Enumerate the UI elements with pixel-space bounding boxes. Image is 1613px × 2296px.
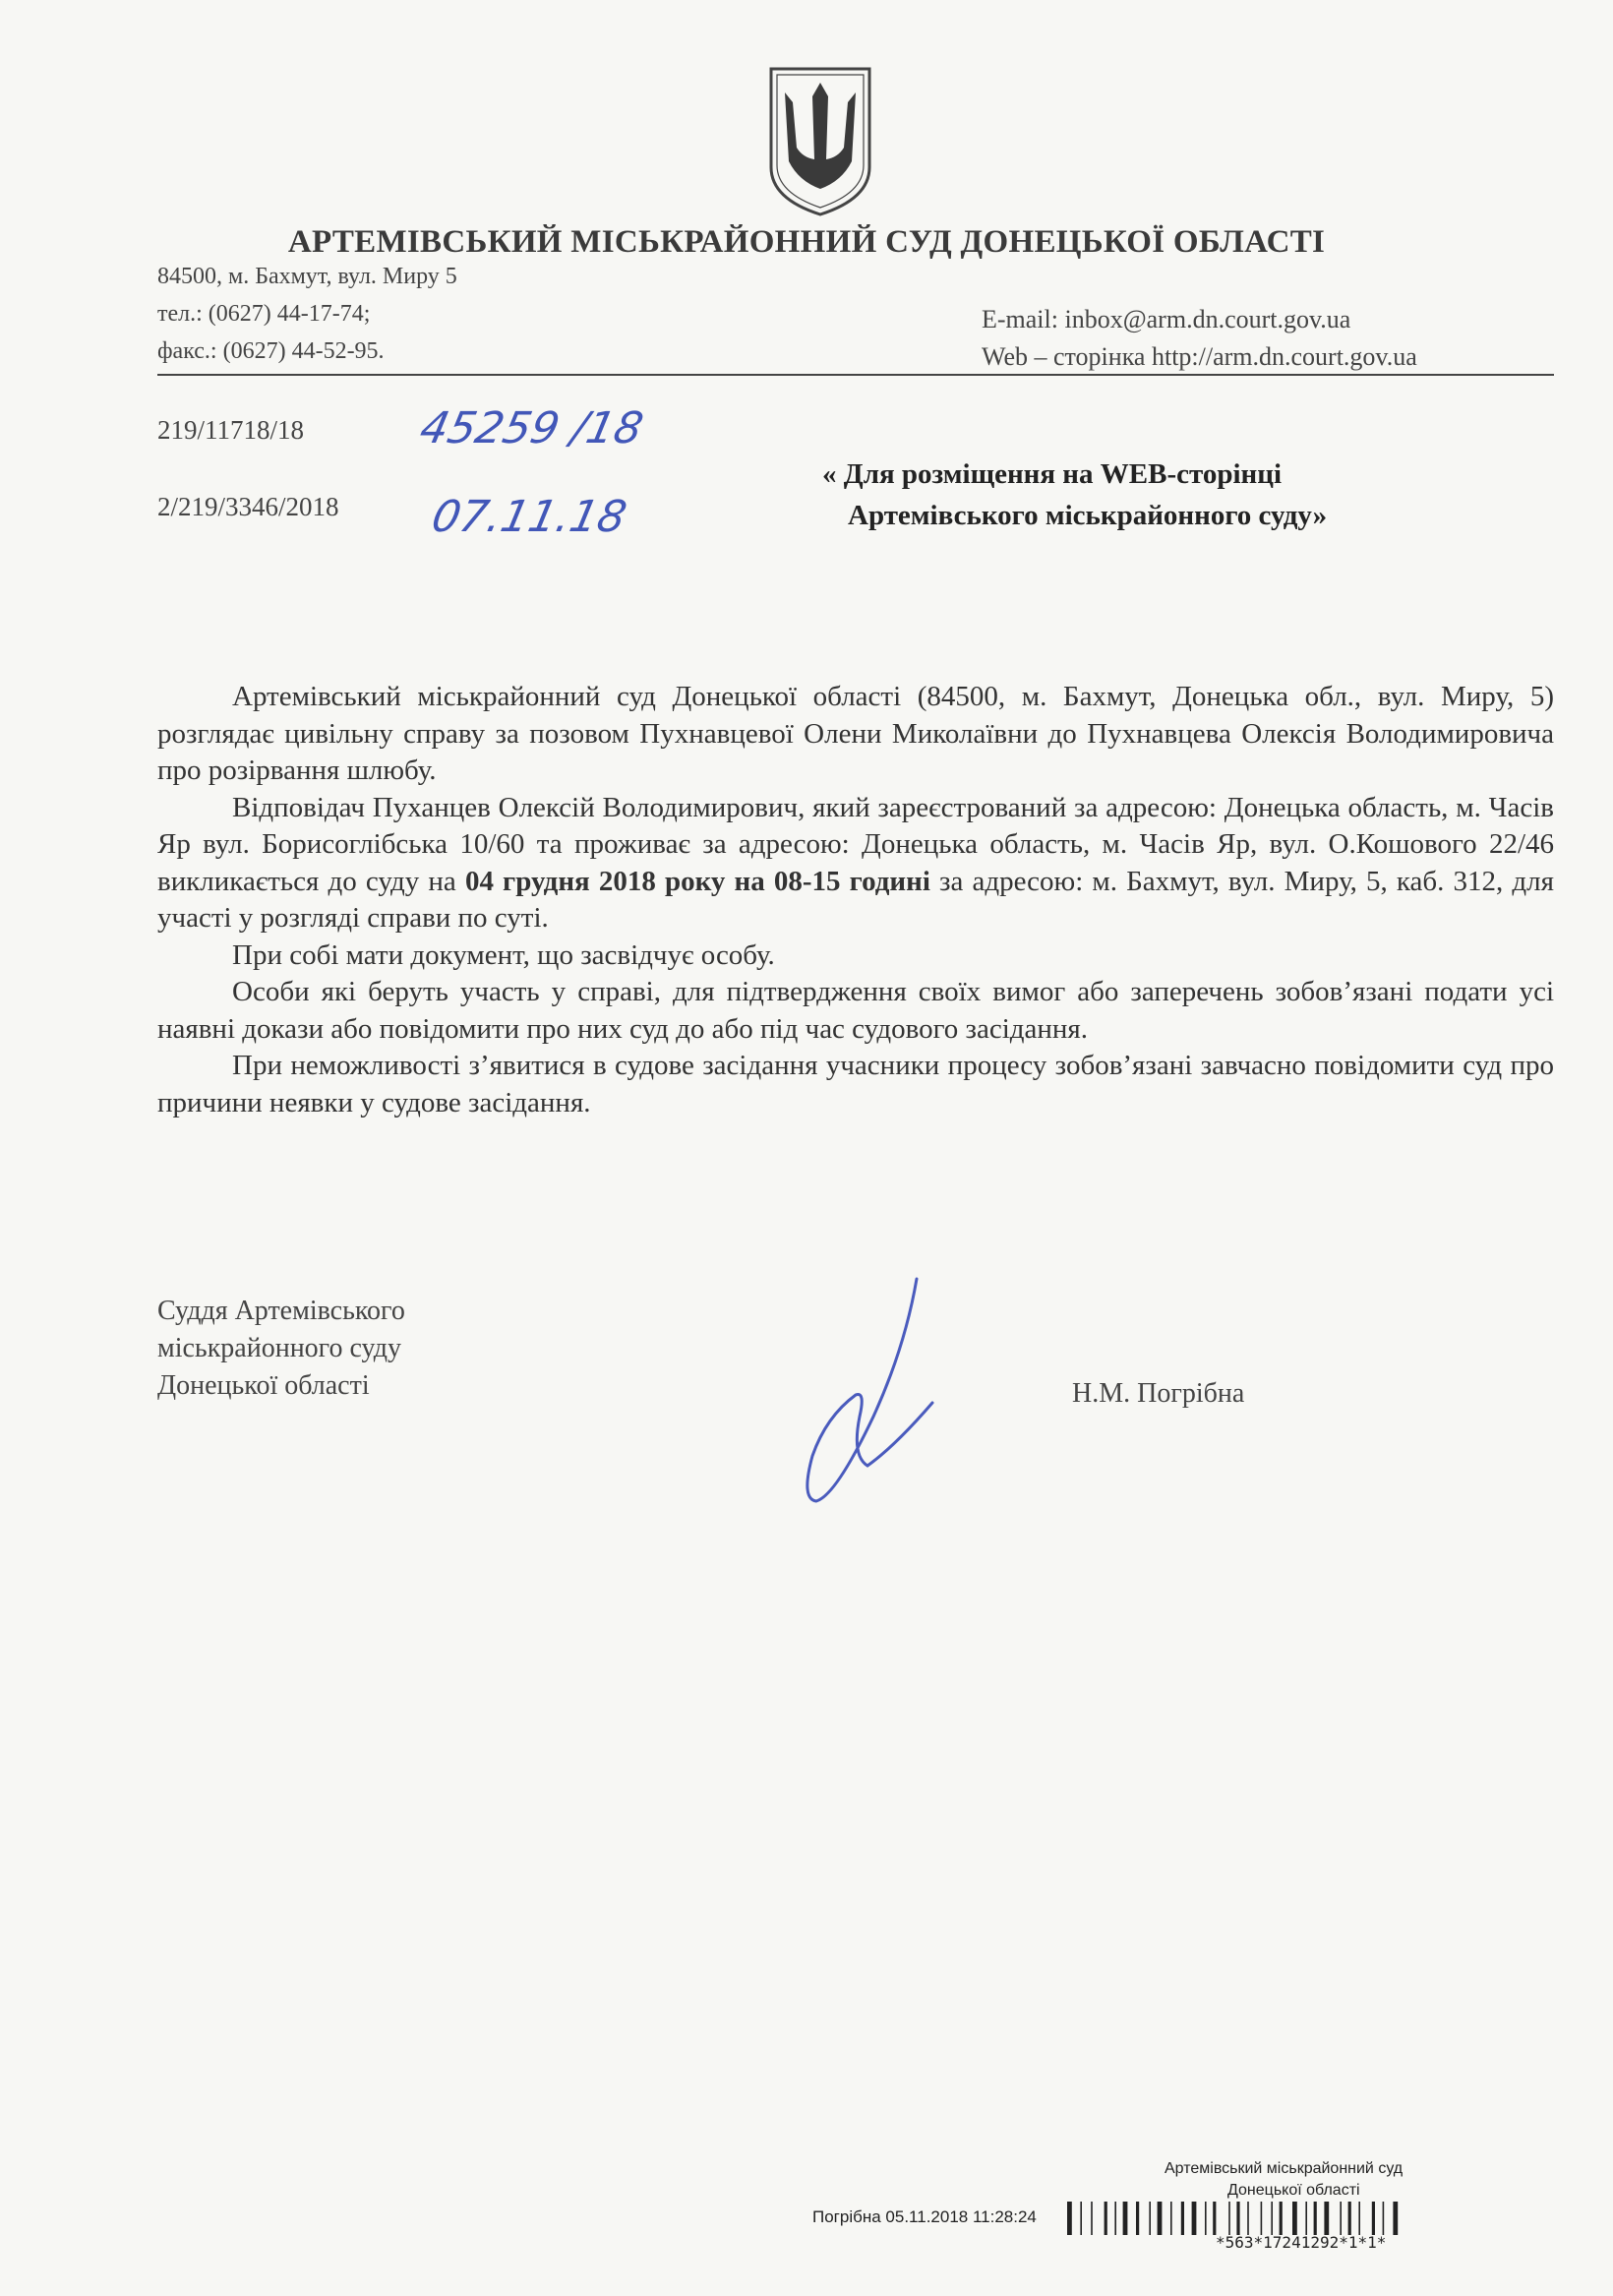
barcode-icon	[1067, 2202, 1549, 2235]
header-divider	[157, 374, 1554, 376]
e-signature-stamp: Погрібна 05.11.2018 11:28:24	[812, 2207, 1037, 2226]
court-website: Web – сторінка http://arm.dn.court.gov.ua	[982, 342, 1417, 371]
judge-title: Суддя Артемівського міськрайонного суду Донецької області	[157, 1296, 405, 1401]
summons-body	[157, 679, 1554, 1121]
judge-name: Н.М. Погрібна	[1072, 1378, 1245, 1409]
court-email: E-mail: inbox@arm.dn.court.gov.ua	[982, 305, 1351, 333]
handwritten-signature	[757, 1269, 954, 1525]
stamp-court-line-2: Донецької області	[1227, 2182, 1360, 2199]
court-phone: тел.: (0627) 44-17-74;	[157, 301, 371, 327]
stamp-court-line-1: Артемівський міськрайонний суд	[1165, 2160, 1404, 2177]
case-number: 219/11718/18	[157, 415, 305, 445]
trident-coat-of-arms-icon	[763, 63, 877, 218]
court-fax: факс.: (0627) 44-52-95.	[157, 338, 385, 364]
handwritten-outgoing-number: 45259 /18	[415, 403, 648, 453]
barcode-text: *563*17241292*1*1*	[1216, 2233, 1387, 2252]
court-name-heading: АРТЕМІВСЬКИЙ МІСЬКРАЙОННИЙ СУД ДОНЕЦЬКОЇ ОБЛАСТІ	[287, 224, 1326, 260]
proceeding-number: 2/219/3346/2018	[157, 492, 339, 521]
notice-line-2: Артемівського міськрайонного суду»	[848, 500, 1328, 531]
court-address: 84500, м. Бахмут, вул. Миру 5	[157, 264, 457, 289]
hearing-date: 04 грудня 2018 року на 08-15 годині	[464, 865, 930, 897]
handwritten-date: 07.11.18	[427, 492, 631, 542]
notice-line-1: « Для розміщення на WEB-сторінці	[822, 458, 1283, 490]
paragraph-absence-notice: При неможливості з’явитися в судове засідання учасники процесу зобов’язані завчасно повідомити суд про причини неявки у судове засідання.	[157, 1050, 1554, 1118]
paragraph-case-description: Артемівський міськрайонний суд Донецької області (84500, м. Бахмут, Донецька обл., вул. Миру, 5) розглядає цивільну справу за позовом Пухнавцевої Олени Миколаївни до Пухнавцева Олексія Володимировича про розірвання шлюбу.	[157, 681, 1554, 786]
paragraph-defendant-summons: Відповідач Пуханцев Олексій Володимирович, який зареєстрований за адресою: Донецька область, м. Часів Яр вул. Борисоглібська 10/60 та проживає за адресою: Донецька область, м. Часів Яр, вул. О.Кошового 22/46 викликається до суду на 04 грудня 2018 року на 08-15 годині за адресою: м. Бахмут, вул. Миру, 5, каб. 312, для участі у розгляді справи по суті.	[157, 791, 1554, 934]
paragraph-evidence: Особи які беруть участь у справі, для підтвердження своїх вимог або заперечень зобов’язані подати усі наявні докази або повідомити про них суд до або під час судового засідання.	[157, 976, 1554, 1045]
paragraph-id-requirement: При собі мати документ, що засвідчує особу.	[232, 938, 775, 971]
